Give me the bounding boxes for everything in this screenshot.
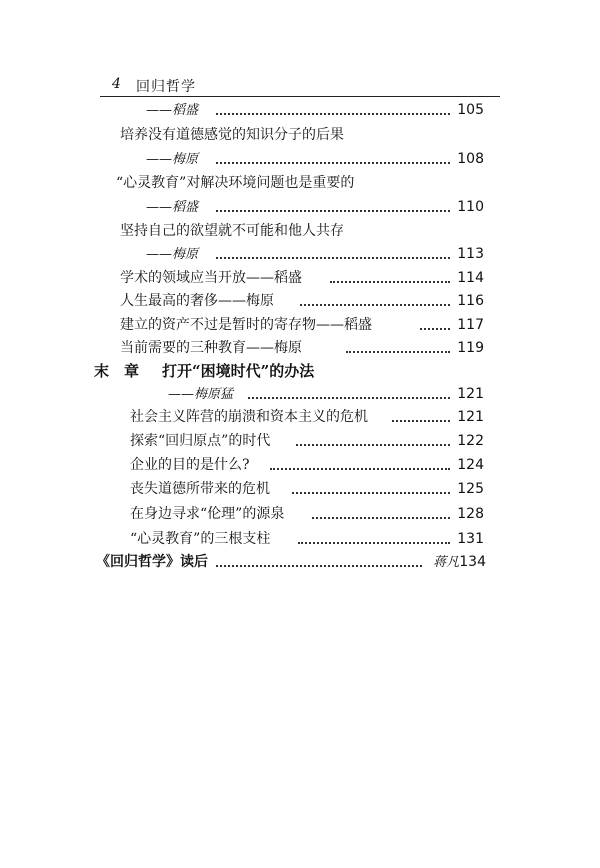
toc-entry: 培养没有道德感觉的知识分子的后果 bbox=[120, 124, 484, 146]
chapter-label: 末 章 bbox=[94, 362, 140, 380]
toc-entry: 探索“回归原点”的时代 122 bbox=[130, 430, 484, 452]
header-page-number: 4 bbox=[112, 76, 121, 92]
toc-entry: “心灵教育”的三根支柱 131 bbox=[130, 528, 484, 550]
toc-entry: 学术的领域应当开放——稻盛 114 bbox=[120, 267, 484, 289]
toc-entry: 坚持自己的欲望就不可能和他人共存 bbox=[120, 220, 484, 242]
toc-entry: ——稻盛 105 bbox=[146, 99, 484, 121]
toc-entry: ——梅原 113 bbox=[146, 243, 484, 265]
toc-entry: “心灵教育”对解决环境问题也是重要的 bbox=[116, 172, 484, 194]
toc-entry: 当前需要的三种教育——梅原 119 bbox=[120, 337, 484, 359]
afterword-author: 蒋凡 bbox=[433, 555, 460, 570]
toc-entry: 建立的资产不过是暂时的寄存物——稻盛 117 bbox=[120, 314, 484, 336]
toc-entry: 丧失道德所带来的危机 125 bbox=[130, 478, 484, 500]
chapter-title: 打开“困境时代”的办法 bbox=[162, 360, 484, 382]
toc-entry: 人生最高的奢侈——梅原 116 bbox=[120, 290, 484, 312]
toc-entry: ——稻盛 110 bbox=[146, 196, 484, 218]
toc-entry: 社会主义阵营的崩溃和资本主义的危机 121 bbox=[130, 406, 484, 428]
header-book-title: 回归哲学 bbox=[136, 79, 196, 95]
toc-entry: ——梅原 108 bbox=[146, 148, 484, 170]
toc-entry: ——梅原猛 121 bbox=[168, 383, 484, 405]
toc-entry: 企业的目的是什么? 124 bbox=[130, 454, 484, 476]
toc-entry: 在身边寻求“伦理”的源泉 128 bbox=[130, 503, 484, 525]
toc-entry: 《回归哲学》读后 蒋凡134 bbox=[96, 551, 486, 573]
